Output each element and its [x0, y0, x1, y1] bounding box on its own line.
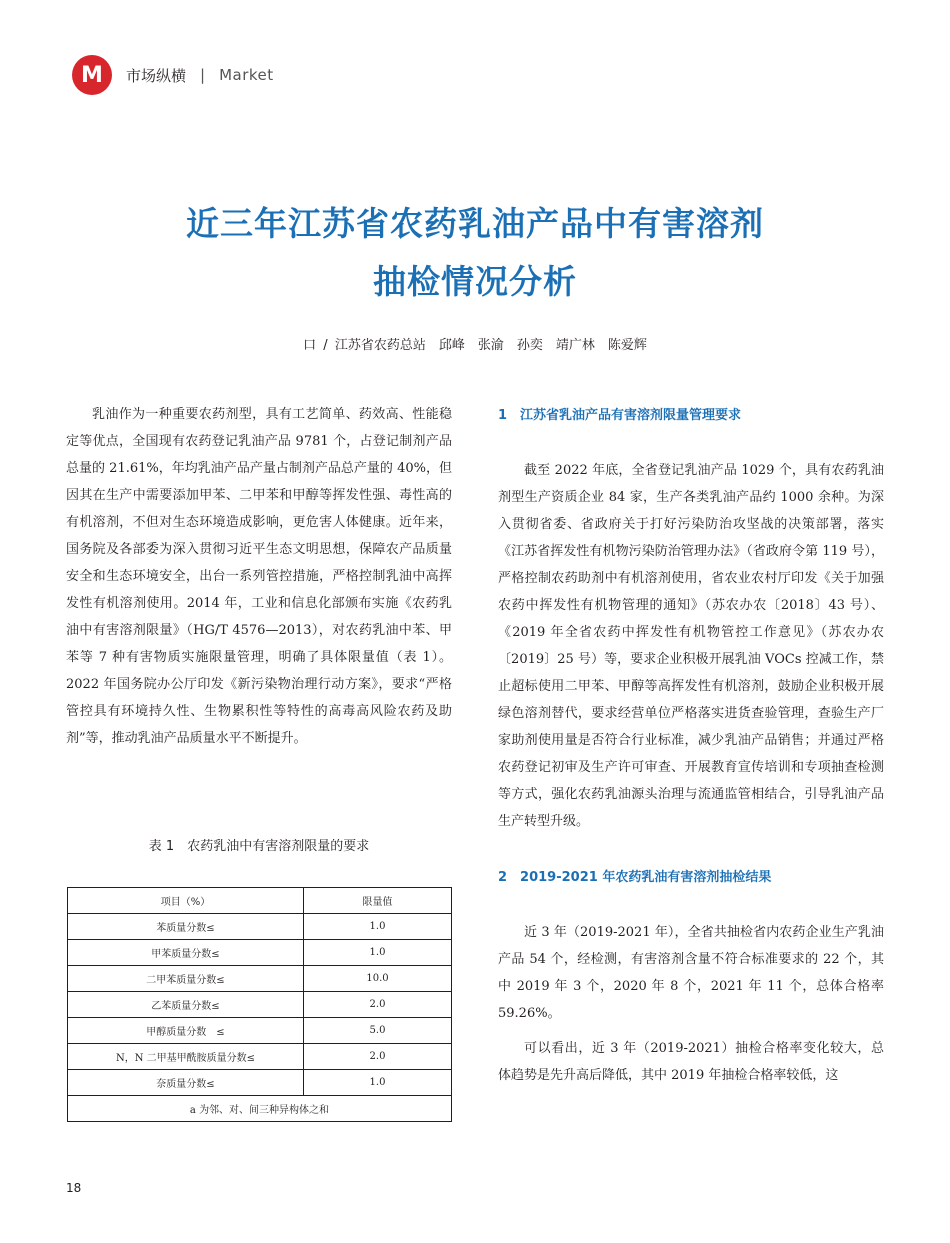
table-cell-limit: 5.0 — [304, 1018, 452, 1044]
table-caption: 表 1 农药乳油中有害溶剂限量的要求 — [148, 839, 370, 854]
section-name-cn: 市场纵横 — [126, 66, 187, 85]
table-cell-limit: 1.0 — [304, 1070, 452, 1096]
table-cell-limit: 1.0 — [304, 914, 452, 940]
table-row — [68, 966, 452, 992]
table-row — [68, 1044, 452, 1070]
page-number: 18 — [66, 1181, 82, 1195]
table-cell-limit: 2.0 — [304, 1044, 452, 1070]
table-header-row — [68, 888, 452, 914]
table-footnote-row — [68, 1096, 452, 1122]
right-column — [498, 401, 884, 1089]
table-cell-limit: 1.0 — [304, 940, 452, 966]
table-header-item: 项目（%） — [68, 888, 304, 914]
table-row — [68, 940, 452, 966]
header-separator: | — [200, 66, 206, 84]
table-row — [68, 914, 452, 940]
table-cell-limit: 2.0 — [304, 992, 452, 1018]
table-cell-item: 甲醇质量分数 ≤ — [68, 1018, 304, 1044]
article-title-line1: 近三年江苏省农药乳油产品中有害溶剂 — [186, 204, 764, 243]
solvent-limit-table — [67, 887, 452, 1122]
table-cell-item: 奈质量分数≤ — [68, 1070, 304, 1096]
table-cell-item: 乙苯质量分数≤ — [68, 992, 304, 1018]
table-cell-item: 甲苯质量分数≤ — [68, 940, 304, 966]
running-header — [72, 55, 274, 95]
intro-paragraph: 乳油作为一种重要农药剂型，具有工艺简单、药效高、性能稳定等优点，全国现有农药登记乳油产品 9781 个，占登记制剂产品总量的 21.61%，年均乳油产品产量占制剂产品总产量的 40%，但因其在生产中需要添加甲苯、二甲苯和甲醇等挥发性强、毒性高的有机溶剂，不但对生态环境造成影响，更危害人体健康。近年来，国务院及各部委为深入贯彻习近平生态文明思想，保障农产品质量安全和生态环境安全，出台一系列管控措施，严格控制乳油中高挥发性有机溶剂使用。2014 年，工业和信息化部颁布实施《农药乳油中有害溶剂限量》（HG/T 4576—2013），对农药乳油中苯、甲苯等 7 种有害物质实施限量管理，明确了具体限量值（表 1）。2022 年国务院办公厅印发《新污染物治理行动方案》，要求“严格管控具有环境持久性、生物累积性等特性的高毒高风险农药及助剂”等，推动乳油产品质量水平不断提升。 — [66, 407, 452, 746]
author-byline: 口 / 江苏省农药总站 邱峰 张渝 孙奕 靖广林 陈爱辉 — [303, 338, 647, 353]
section-name-en: Market — [219, 66, 274, 84]
magazine-logo: M — [72, 55, 112, 95]
table-row — [68, 992, 452, 1018]
section1-paragraph: 截至 2022 年底，全省登记乳油产品 1029 个，具有农药乳油剂型生产资质企业 84 家，生产各类乳油产品约 1000 余种。为深入贯彻省委、省政府关于打好污染防治攻坚战的决策部署，落实《江苏省挥发性有机物污染防治管理办法》（省政府令第 119 号），严格控制农药助剂中有机溶剂使用，省农业农村厅印发《关于加强农药中挥发性有机物管理的通知》（苏农办农〔2018〕43 号）、《2019 年全省农药中挥发性有机物管控工作意见》（苏农办农〔2019〕25 号）等，要求企业积极开展乳油 VOCs 控减工作，禁止超标使用二甲苯、甲醇等高挥发性有机溶剂，鼓励企业积极开展绿色溶剂替代，要求经营单位严格落实进货查验管理，查验生产厂家助剂使用量是否符合行业标准，减少乳油产品销售；并通过严格农药登记初审及生产许可审查、开展教育宣传培训和专项抽查检测等方式，强化农药乳油源头治理与流通监管相结合，引导乳油产品生产转型升级。 — [498, 463, 884, 829]
table-row — [68, 1018, 452, 1044]
table-cell-item: 苯质量分数≤ — [68, 914, 304, 940]
table-cell-item: N，N 二甲基甲酰胺质量分数≤ — [68, 1044, 304, 1070]
table-footnote: a 为邻、对、间三种异构体之和 — [68, 1096, 452, 1122]
table-cell-item: 二甲苯质量分数≤ — [68, 966, 304, 992]
section2-paragraph2: 可以看出，近 3 年（2019-2021）抽检合格率变化较大，总体趋势是先升高后降低，其中 2019 年抽检合格率较低，这 — [498, 1041, 884, 1083]
left-column — [66, 401, 452, 752]
section2-paragraph1: 近 3 年（2019-2021 年），全省共抽检省内农药企业生产乳油产品 54 个，经检测，有害溶剂含量不符合标准要求的 22 个，其中 2019 年 3 个，2020 年 8 个，2021 年 11 个，总体合格率 59.26%。 — [498, 925, 884, 1021]
article-title-line2: 抽检情况分析 — [373, 262, 577, 301]
table-cell-limit: 10.0 — [304, 966, 452, 992]
section1-heading: 1 江苏省乳油产品有害溶剂限量管理要求 — [498, 408, 742, 423]
table-header-limit: 限量值 — [304, 888, 452, 914]
table-row — [68, 1070, 452, 1096]
section2-heading: 2 2019-2021 年农药乳油有害溶剂抽检结果 — [498, 870, 772, 885]
